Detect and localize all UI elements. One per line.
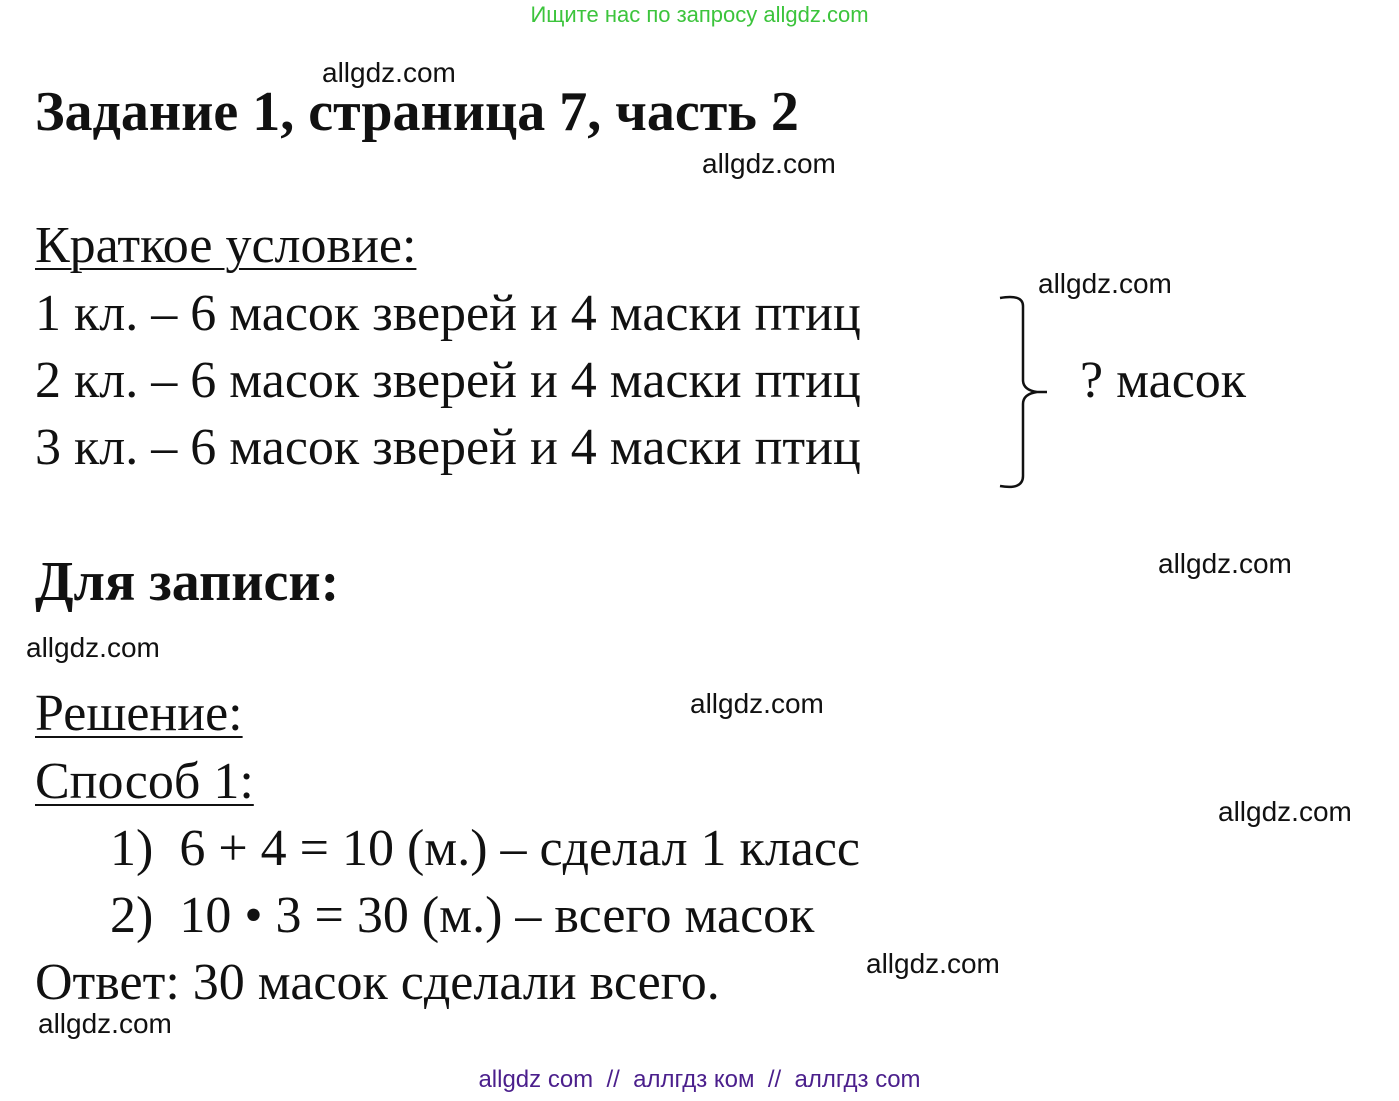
method-heading: Способ 1: [35,753,254,810]
solution-heading: Решение: [35,685,243,742]
page-title: Задание 1, страница 7, часть 2 [35,81,799,143]
curly-brace-icon [995,292,1055,492]
watermark: allgdz.com [690,688,824,719]
answer-line: Ответ: 30 масок сделали всего. [35,954,720,1011]
watermark: allgdz.com [866,948,1000,979]
top-banner: Ищите нас по запросу allgdz.com [530,2,869,27]
watermark: allgdz.com [26,632,160,663]
watermark: allgdz.com [1038,268,1172,299]
footer-links: allgdz com // аллгдз ком // аллгдз com [478,1066,921,1093]
condition-line: 1 кл. – 6 масок зверей и 4 маски птиц [35,285,861,342]
condition-line: 3 кл. – 6 масок зверей и 4 маски птиц [35,419,861,476]
question-total: ? масок [1080,352,1247,409]
solution-step: 1) 6 + 4 = 10 (м.) – сделал 1 класс [110,820,861,877]
watermark: allgdz.com [38,1008,172,1039]
condition-line: 2 кл. – 6 масок зверей и 4 маски птиц [35,352,861,409]
watermark: allgdz.com [1218,796,1352,827]
watermark: allgdz.com [702,148,836,179]
watermark: allgdz.com [1158,548,1292,579]
watermark: allgdz.com [322,57,456,88]
solution-step: 2) 10 • 3 = 30 (м.) – всего масок [110,887,815,944]
record-heading: Для записи: [35,551,340,613]
condition-heading: Краткое условие: [35,217,417,274]
